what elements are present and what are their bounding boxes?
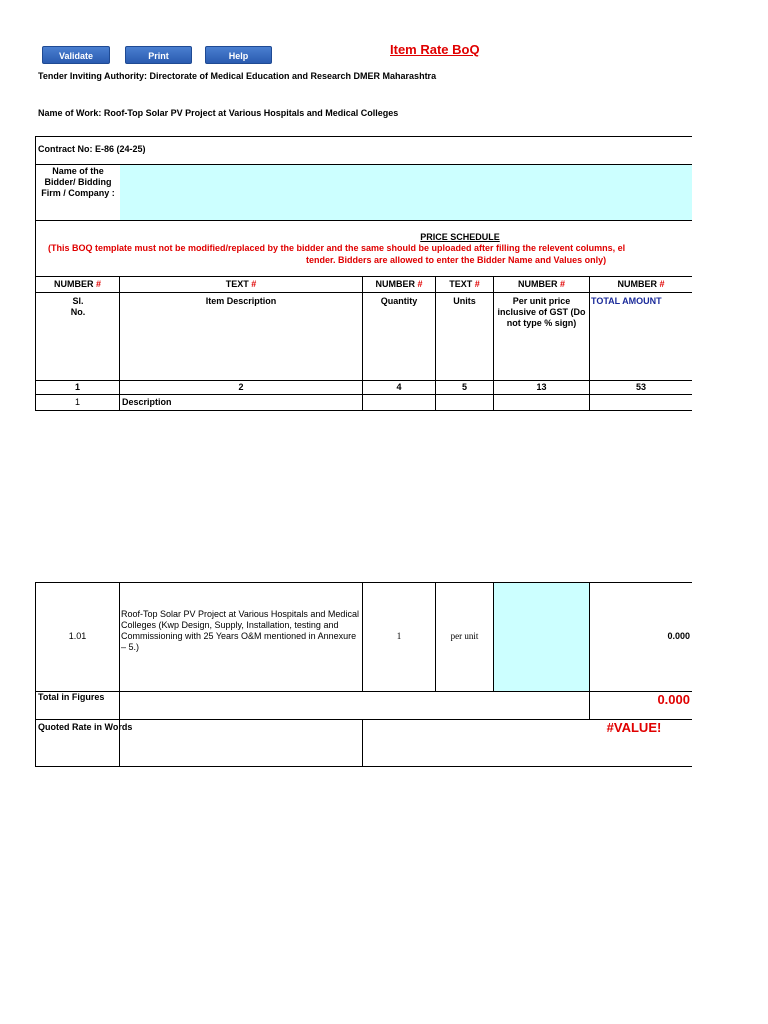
item-total: 0.000 (667, 631, 690, 641)
col-header-sl-no: Sl. No. (70, 296, 86, 317)
col1-index: 1 (74, 382, 80, 392)
col-header-total: TOTAL AMOUNT (591, 296, 662, 306)
total-in-figures-value: 0.000 (657, 692, 690, 707)
contract-number: Contract No: E-86 (24-25) (38, 144, 146, 154)
print-button[interactable]: Print (125, 46, 192, 64)
schedule-note-line2: tender. Bidders are allowed to enter the Bidder Name and Values only) (306, 255, 607, 265)
item-quantity: 1 (396, 631, 402, 641)
col4-type: TEXT # (449, 279, 480, 289)
schedule-note-line1: (This BOQ template must not be modified/replaced by the bidder and the same should be uploaded after filling the relevent columns, el (48, 243, 626, 253)
col4-index: 5 (461, 382, 467, 392)
rate-input[interactable] (494, 583, 589, 691)
col6-type: NUMBER # (617, 279, 665, 289)
col3-index: 4 (396, 382, 402, 392)
item-sl: 1.01 (68, 631, 87, 641)
item-units: per unit (450, 631, 479, 641)
col-header-units: Units (453, 296, 476, 306)
bidder-name-input[interactable] (120, 165, 692, 220)
col2-index: 2 (238, 382, 244, 392)
col1-type: NUMBER # (53, 279, 102, 289)
tender-authority: Tender Inviting Authority: Directorate of Medical Education and Research DMER Maharashtra (38, 71, 437, 81)
validate-button[interactable]: Validate (42, 46, 110, 64)
quoted-rate-words-value: #VALUE! (606, 720, 662, 735)
col2-type: TEXT # (225, 279, 257, 289)
col-header-rate: Per unit price inclusive of GST (Do not type % sign) (497, 296, 586, 328)
quoted-rate-words-label: Quoted Rate in Words (38, 722, 133, 732)
section-description: Description (122, 397, 172, 407)
bidder-name-label: Name of the Bidder/ Bidding Firm / Company : (41, 166, 115, 198)
name-of-work: Name of Work: Roof-Top Solar PV Project at Various Hospitals and Medical Colleges (38, 108, 399, 118)
col6-index: 53 (635, 382, 646, 392)
page-title: Item Rate BoQ (390, 42, 480, 57)
item-description: Roof-Top Solar PV Project at Various Hospitals and Medical Colleges (Kwp Design, Supply, Installation, testing and Commissioning with 25 Years O&M mentioned in Annexure – 5.) (121, 609, 359, 652)
col5-index: 13 (536, 382, 547, 392)
total-in-figures-label: Total in Figures (38, 692, 105, 702)
col-header-description: Item Description (205, 296, 277, 306)
col-header-quantity: Quantity (380, 296, 418, 306)
col5-type: NUMBER # (517, 279, 566, 289)
help-button[interactable]: Help (205, 46, 272, 64)
col3-type: NUMBER # (375, 279, 423, 289)
price-schedule-heading: PRICE SCHEDULE (420, 232, 500, 242)
section-sl: 1 (74, 397, 80, 407)
